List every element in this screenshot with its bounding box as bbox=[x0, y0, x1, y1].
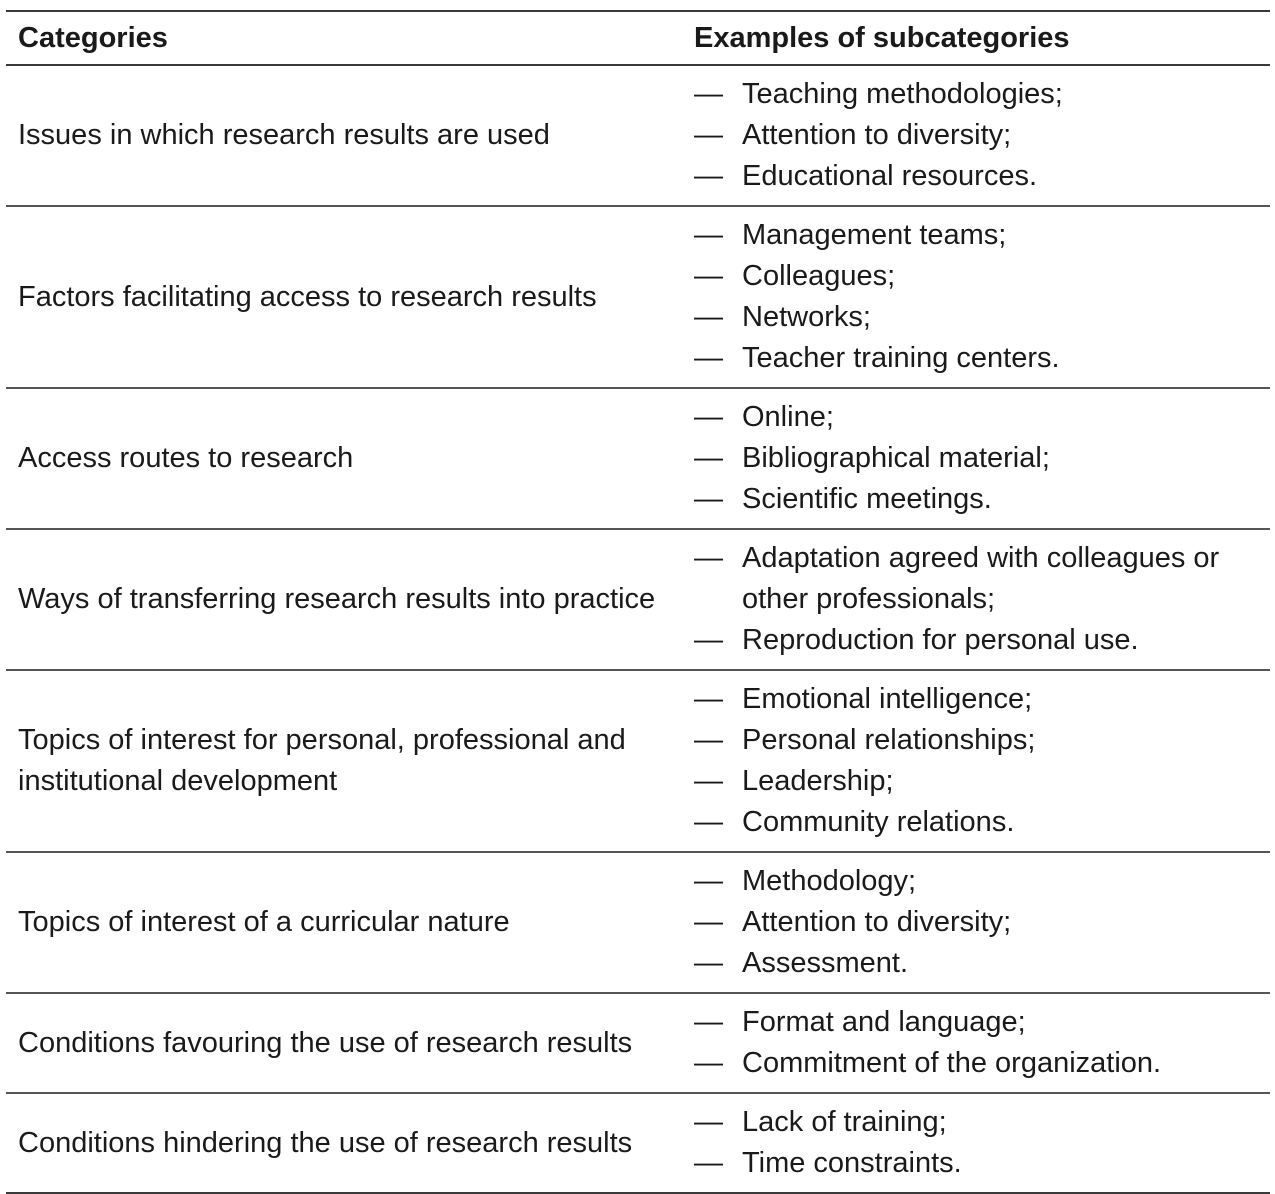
dash-bullet: — bbox=[694, 78, 723, 110]
subcategory-text: Attention to diversity; bbox=[742, 906, 1012, 938]
dash-bullet: — bbox=[694, 1106, 723, 1138]
subcategory-text: Colleagues; bbox=[742, 260, 896, 292]
subcategory-item bbox=[694, 538, 1270, 620]
category-cell: Conditions favouring the use of research results bbox=[18, 1026, 633, 1059]
subcategories-cell bbox=[686, 670, 1270, 852]
subcategory-list bbox=[694, 861, 1270, 984]
subcategory-item bbox=[694, 761, 1270, 802]
subcategory-item bbox=[694, 438, 1270, 479]
dash-bullet: — bbox=[694, 865, 723, 897]
table-header-row bbox=[6, 11, 1270, 65]
subcategories-cell bbox=[686, 388, 1270, 529]
subcategory-text: Reproduction for personal use. bbox=[742, 624, 1139, 656]
subcategory-text: Methodology; bbox=[742, 865, 917, 897]
subcategory-item bbox=[694, 215, 1270, 256]
subcategory-item bbox=[694, 338, 1270, 379]
dash-bullet: — bbox=[694, 542, 723, 574]
category-cell: Topics of interest for personal, professional and institutional development bbox=[18, 724, 626, 797]
subcategory-text: Assessment. bbox=[742, 947, 908, 979]
dash-bullet: — bbox=[694, 1147, 723, 1179]
subcategory-item bbox=[694, 1102, 1270, 1143]
subcategory-text: Adaptation agreed with colleagues or other professionals; bbox=[742, 542, 1220, 615]
dash-bullet: — bbox=[694, 301, 723, 333]
subcategory-text: Management teams; bbox=[742, 219, 1007, 251]
dash-bullet: — bbox=[694, 442, 723, 474]
subcategories-cell bbox=[686, 65, 1270, 206]
subcategory-list bbox=[694, 1102, 1270, 1184]
subcategory-text: Community relations. bbox=[742, 806, 1015, 838]
table-row bbox=[6, 529, 1270, 670]
subcategory-item bbox=[694, 679, 1270, 720]
category-cell: Factors facilitating access to research results bbox=[18, 280, 597, 313]
subcategory-item bbox=[694, 861, 1270, 902]
subcategory-item bbox=[694, 156, 1270, 197]
dash-bullet: — bbox=[694, 906, 723, 938]
dash-bullet: — bbox=[694, 947, 723, 979]
header-subcategories: Examples of subcategories bbox=[694, 21, 1070, 54]
dash-bullet: — bbox=[694, 1006, 723, 1038]
subcategory-item bbox=[694, 1143, 1270, 1184]
table-row bbox=[6, 206, 1270, 388]
subcategory-list bbox=[694, 1002, 1270, 1084]
subcategory-text: Lack of training; bbox=[742, 1106, 947, 1138]
dash-bullet: — bbox=[694, 119, 723, 151]
subcategory-item bbox=[694, 256, 1270, 297]
subcategory-item bbox=[694, 1043, 1270, 1084]
dash-bullet: — bbox=[694, 624, 723, 656]
subcategory-text: Personal relationships; bbox=[742, 724, 1036, 756]
subcategory-item bbox=[694, 620, 1270, 661]
subcategory-text: Bibliographical material; bbox=[742, 442, 1050, 474]
subcategory-item bbox=[694, 115, 1270, 156]
subcategory-text: Networks; bbox=[742, 301, 871, 333]
dash-bullet: — bbox=[694, 1047, 723, 1079]
category-cell: Topics of interest of a curricular nature bbox=[18, 906, 510, 938]
subcategory-item bbox=[694, 397, 1270, 438]
subcategory-item bbox=[694, 1002, 1270, 1043]
dash-bullet: — bbox=[694, 483, 723, 515]
subcategory-item bbox=[694, 802, 1270, 843]
subcategory-list bbox=[694, 397, 1270, 520]
table-row bbox=[6, 65, 1270, 206]
categories-table bbox=[6, 10, 1270, 1194]
table-row bbox=[6, 852, 1270, 993]
subcategory-text: Online; bbox=[742, 401, 834, 433]
subcategory-item bbox=[694, 902, 1270, 943]
subcategory-item bbox=[694, 479, 1270, 520]
dash-bullet: — bbox=[694, 160, 723, 192]
category-cell: Ways of transferring research results into practice bbox=[18, 583, 656, 615]
table-row bbox=[6, 1093, 1270, 1193]
dash-bullet: — bbox=[694, 342, 723, 374]
header-categories: Categories bbox=[18, 21, 168, 54]
dash-bullet: — bbox=[694, 765, 723, 797]
table-row bbox=[6, 388, 1270, 529]
dash-bullet: — bbox=[694, 806, 723, 838]
subcategories-cell bbox=[686, 852, 1270, 993]
dash-bullet: — bbox=[694, 683, 723, 715]
category-cell: Conditions hindering the use of research results bbox=[18, 1126, 633, 1159]
subcategory-text: Scientific meetings. bbox=[742, 483, 992, 515]
subcategories-cell bbox=[686, 1093, 1270, 1193]
subcategory-item bbox=[694, 297, 1270, 338]
subcategory-text: Commitment of the organization. bbox=[742, 1047, 1162, 1079]
dash-bullet: — bbox=[694, 219, 723, 251]
subcategory-text: Attention to diversity; bbox=[742, 119, 1012, 151]
subcategory-text: Emotional intelligence; bbox=[742, 683, 1033, 715]
dash-bullet: — bbox=[694, 401, 723, 433]
subcategory-list bbox=[694, 538, 1270, 661]
subcategories-cell bbox=[686, 529, 1270, 670]
subcategory-item bbox=[694, 74, 1270, 115]
dash-bullet: — bbox=[694, 724, 723, 756]
subcategory-item bbox=[694, 943, 1270, 984]
subcategory-list bbox=[694, 74, 1270, 197]
subcategory-text: Format and language; bbox=[742, 1006, 1026, 1038]
subcategories-cell bbox=[686, 206, 1270, 388]
category-cell: Access routes to research bbox=[18, 442, 354, 474]
dash-bullet: — bbox=[694, 260, 723, 292]
subcategory-text: Time constraints. bbox=[742, 1147, 962, 1179]
subcategory-text: Leadership; bbox=[742, 765, 894, 797]
subcategory-text: Educational resources. bbox=[742, 160, 1037, 192]
table-row bbox=[6, 670, 1270, 852]
subcategory-list bbox=[694, 215, 1270, 379]
subcategory-text: Teacher training centers. bbox=[742, 342, 1060, 374]
table-row bbox=[6, 993, 1270, 1093]
subcategory-item bbox=[694, 720, 1270, 761]
subcategory-list bbox=[694, 679, 1270, 843]
subcategory-text: Teaching methodologies; bbox=[742, 78, 1063, 110]
subcategories-cell bbox=[686, 993, 1270, 1093]
table-body bbox=[6, 65, 1270, 1193]
category-cell: Issues in which research results are used bbox=[18, 119, 550, 151]
